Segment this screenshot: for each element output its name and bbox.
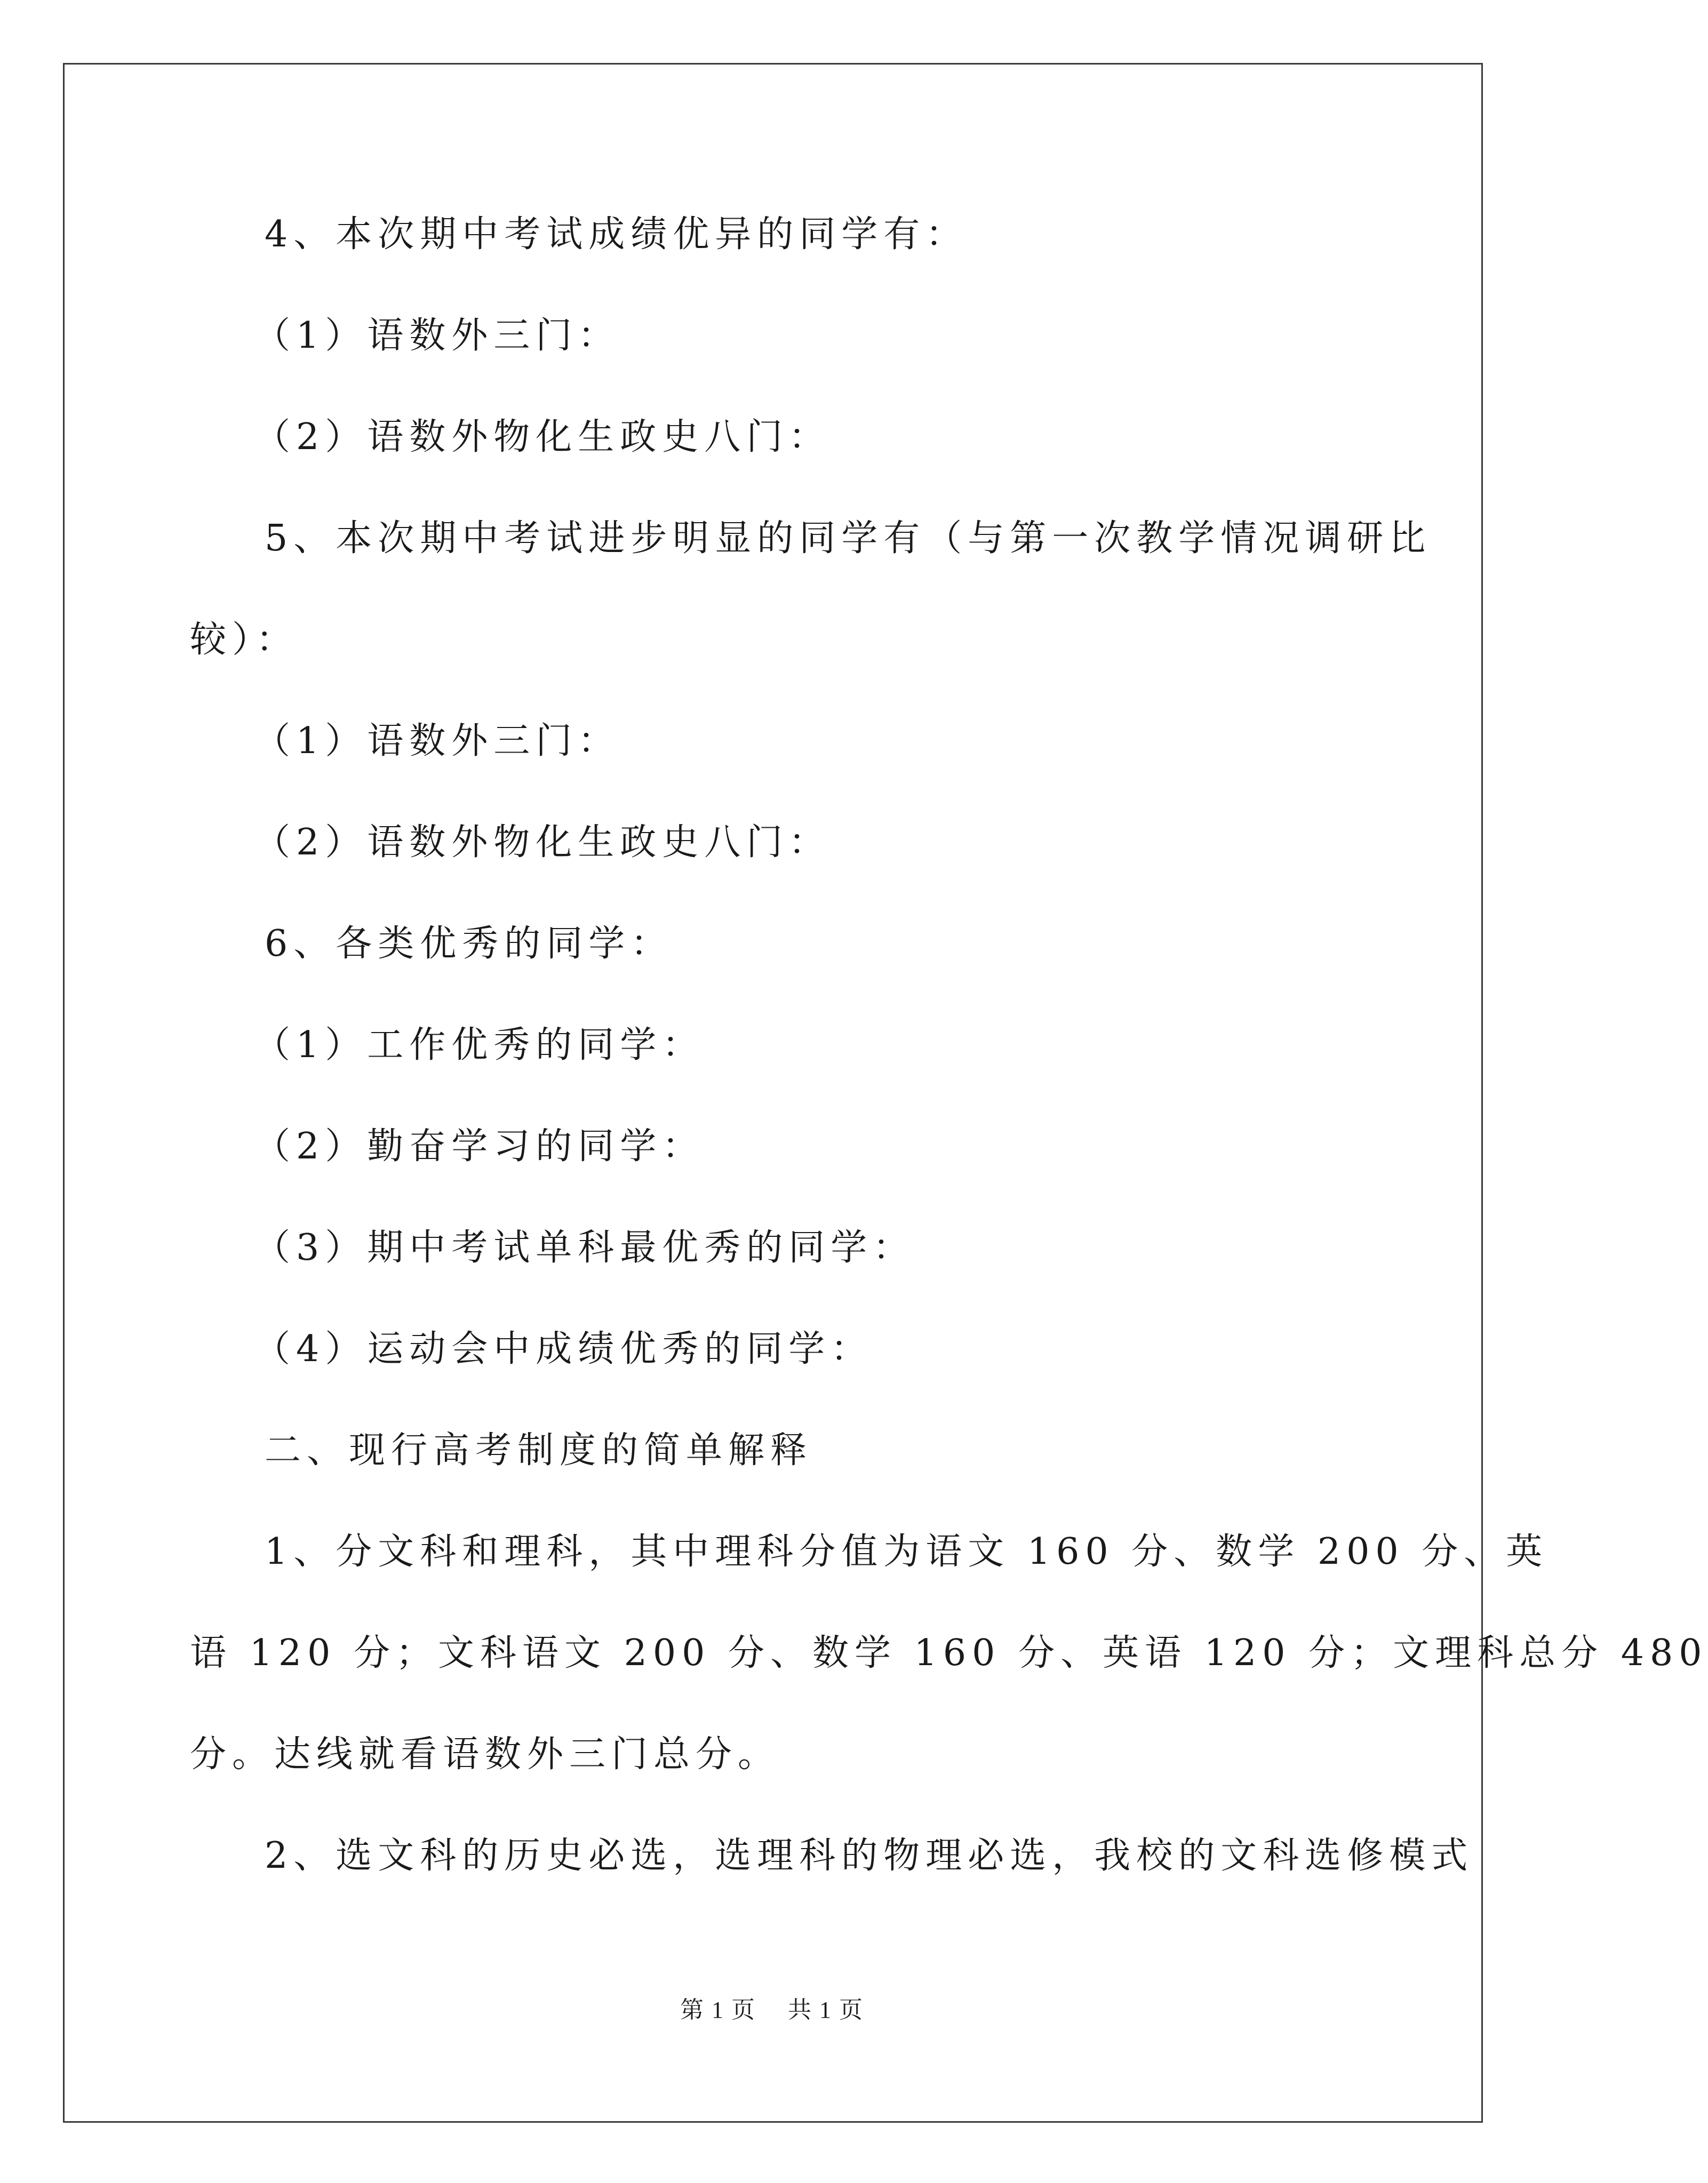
page-border (63, 63, 1483, 2123)
paragraph-5-heading: 5、本次期中考试进步明显的同学有（与第一次教学情况调研比 (265, 517, 1432, 559)
page-total: 共 1 页 (788, 1997, 864, 2023)
paragraph-6-heading: 6、各类优秀的同学： (265, 923, 673, 965)
paragraph-1-line-1: 1、分文科和理科，其中理科分值为语文 160 分、数学 200 分、英 (265, 1531, 1549, 1573)
paragraph-6-item-1: （1）工作优秀的同学： (254, 1024, 705, 1066)
paragraph-5-item-1: （1）语数外三门： (254, 720, 620, 762)
paragraph-4-heading: 4、本次期中考试成绩优异的同学有： (265, 213, 968, 255)
page-footer (0, 1990, 1544, 2025)
page-number: 第 1 页 (680, 1997, 756, 2023)
paragraph-1-line-2: 语 120 分；文科语文 200 分、数学 160 分、英语 120 分；文理科总分 480 (190, 1632, 1708, 1674)
paragraph-6-item-2: （2）勤奋学习的同学： (254, 1125, 705, 1168)
paragraph-2-line-1: 2、选文科的历史必选，选理科的物理必选，我校的文科选修模式 (265, 1835, 1474, 1877)
paragraph-5-item-2: （2）语数外物化生政史八门： (254, 821, 831, 863)
paragraph-4-item-1: （1）语数外三门： (254, 315, 620, 357)
section-heading-2: 二、现行高考制度的简单解释 (265, 1429, 813, 1472)
paragraph-6-item-4: （4）运动会中成绩优秀的同学： (254, 1328, 873, 1370)
paragraph-6-item-3: （3）期中考试单科最优秀的同学： (254, 1227, 915, 1269)
paragraph-4-item-2: （2）语数外物化生政史八门： (254, 416, 831, 458)
paragraph-5-continued: 较）： (190, 619, 299, 661)
paragraph-1-line-3: 分。达线就看语数外三门总分。 (190, 1733, 780, 1776)
